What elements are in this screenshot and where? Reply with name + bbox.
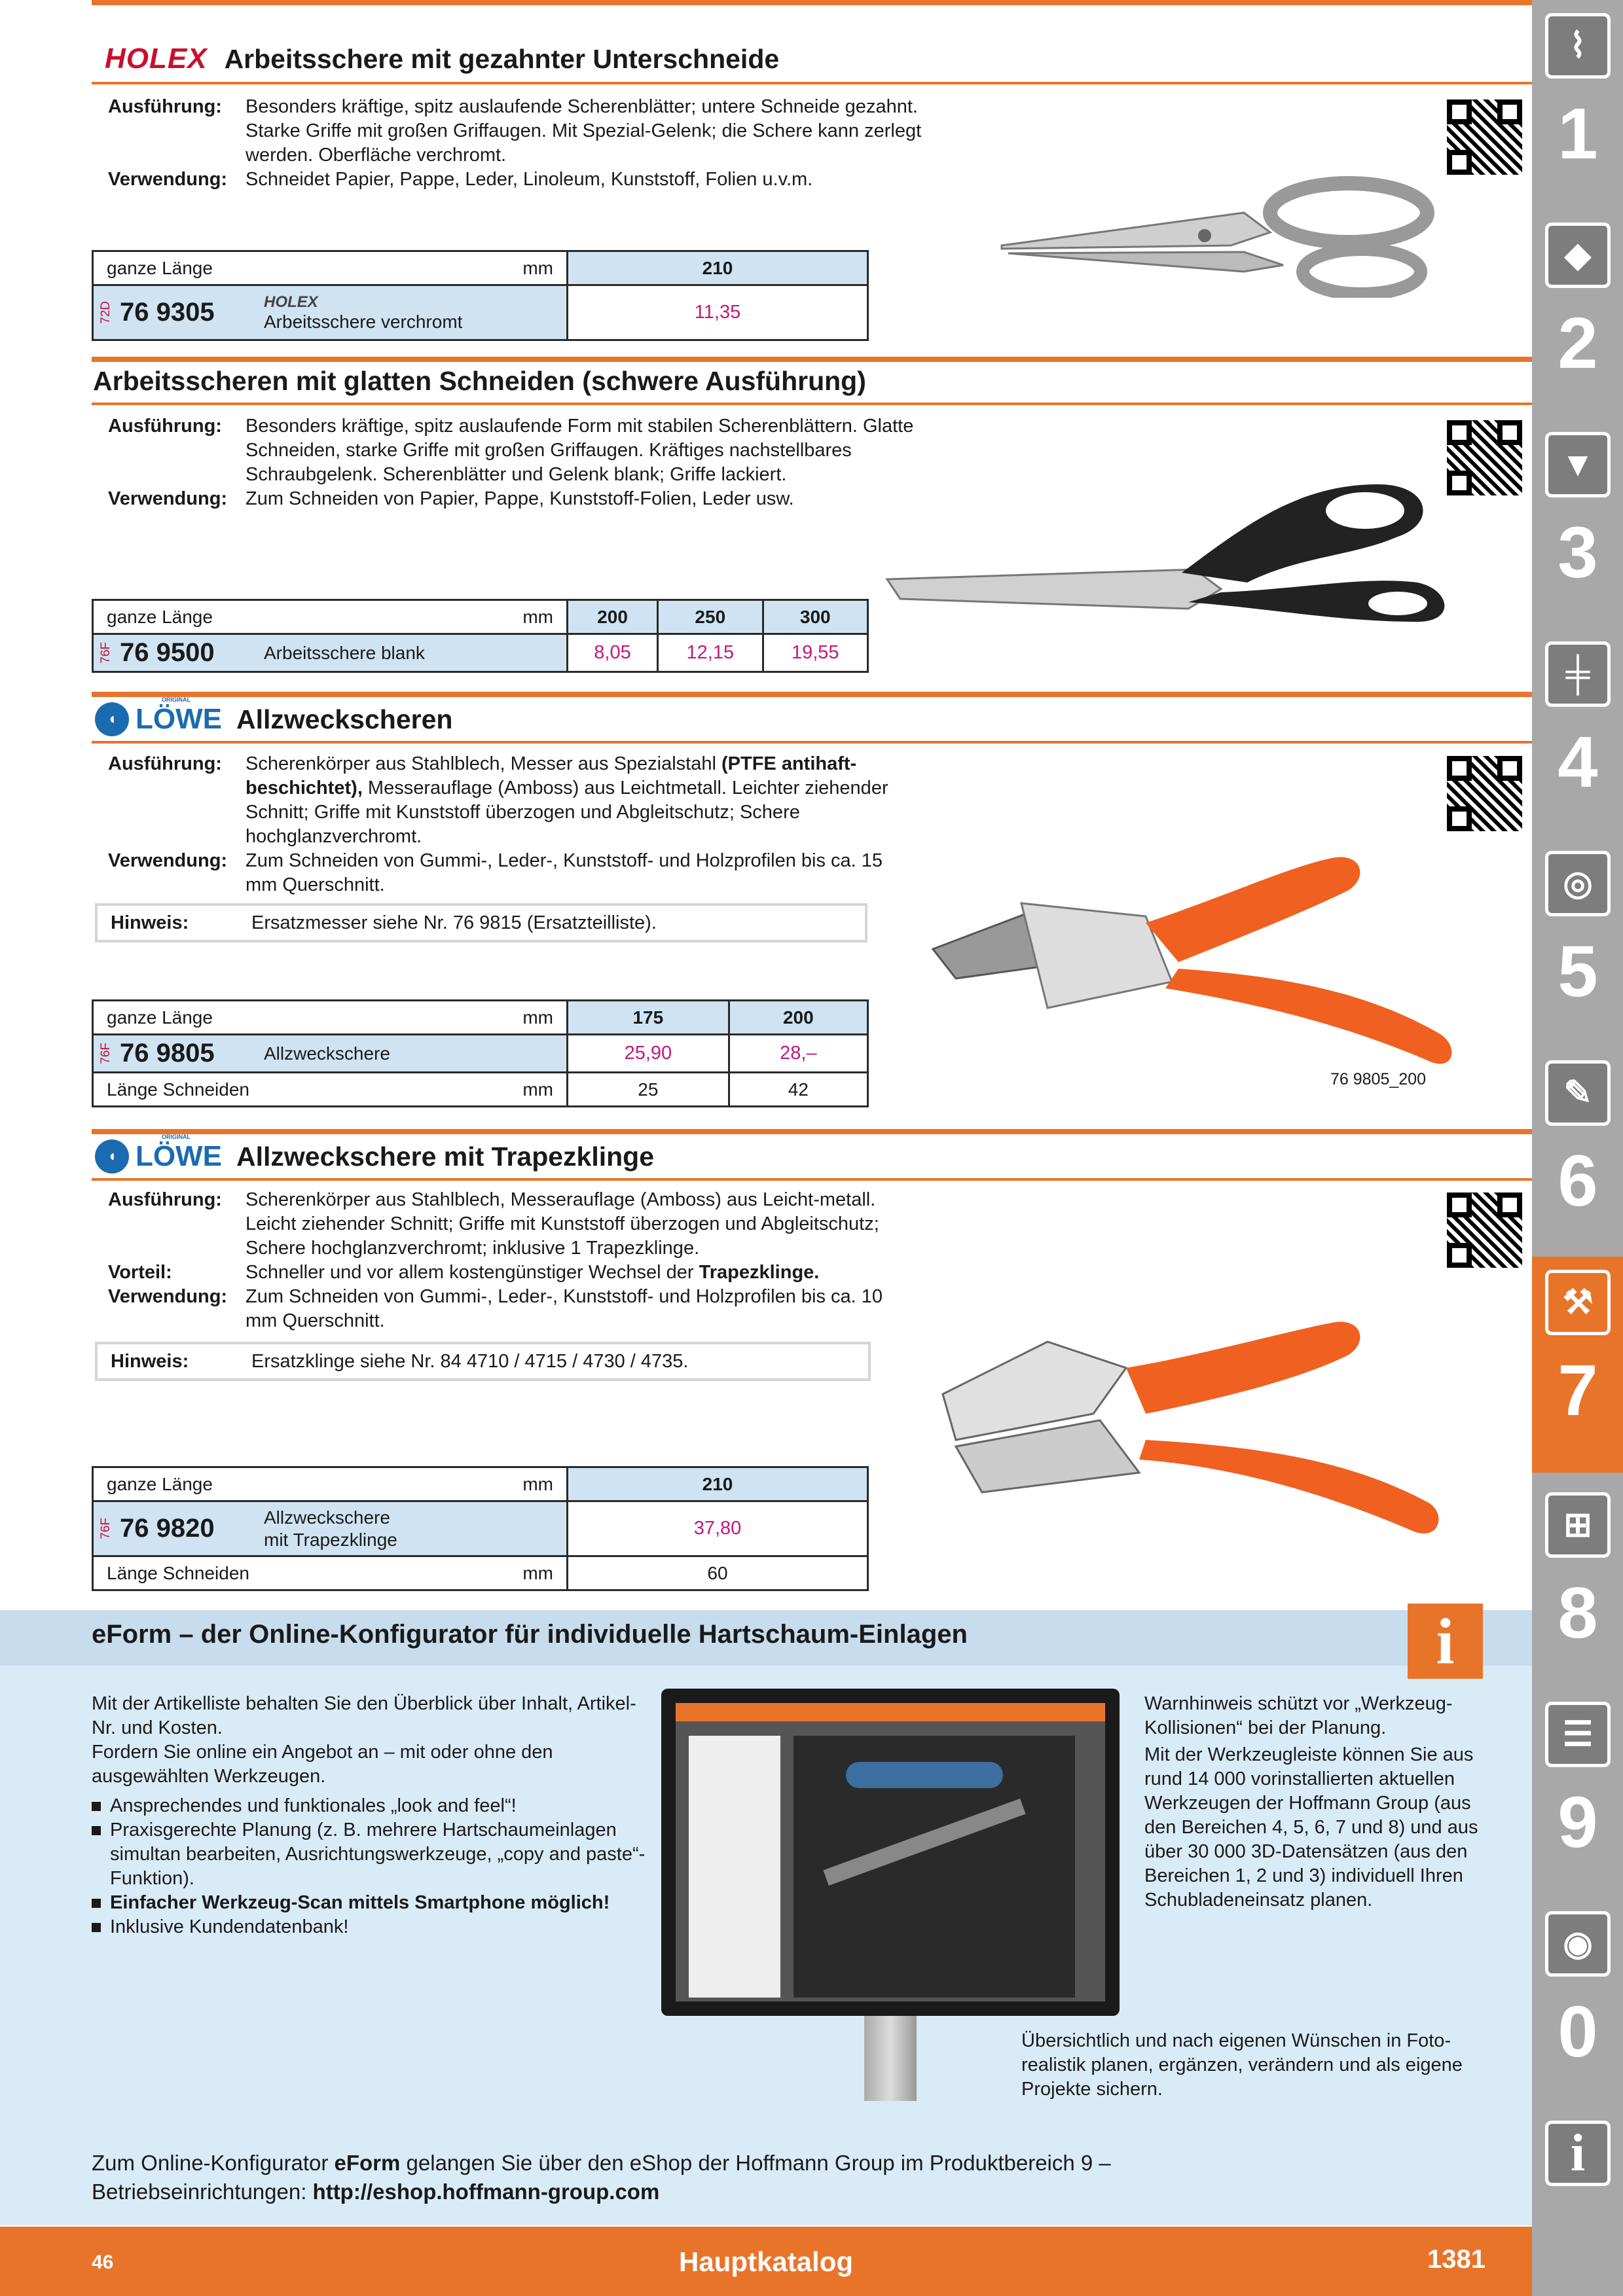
- eshop-link[interactable]: http://eshop.hoffmann-group.com: [312, 2179, 660, 2204]
- eform-left-text: Mit der Artikelliste behalten Sie den Überblick über Inhalt, Artikel-Nr. und Kosten. Fordern Sie online ein Angebot an – mit oder ohne den ausgewählten Werkzeugen. Ansprechendes und funktionales „look and feel“! Praxisgerechte Planung (z. B. mehrere Hartschaumeinlagen simultan bearbeiten, Ausrichtungswerkzeuge, „copy and paste“-Funktion). Einfacher Werkzeug-Scan mittels Smartphone möglich! Inklusive Kundendatenbank!: [92, 1692, 655, 1939]
- product-table: ganze Länge mm 200 250 300 76F 76 9500 Arbeitsschere blank 8,05 12,15 19,55: [92, 599, 869, 673]
- qr-code-icon[interactable]: [1447, 756, 1522, 831]
- tab-1[interactable]: ⌇ 1: [1542, 0, 1614, 177]
- product-table: ganze Länge mm 210 72D 76 9305 HOLEX Arbeitsschere verchromt 11,35: [92, 250, 869, 341]
- info-icon: i: [1408, 1604, 1483, 1679]
- qr-code-icon[interactable]: [1447, 420, 1522, 495]
- tab-0[interactable]: ◉ 0: [1542, 1898, 1614, 2075]
- price: 11,35: [568, 285, 868, 340]
- page-left-number: 46: [92, 2251, 114, 2273]
- product-table: ganze Länge mm 175 200 76F 76 9805 Allzweckschere 25,90 28,– Länge Schneiden mm 25 42: [92, 999, 869, 1107]
- trapezschere-image: [930, 1316, 1467, 1545]
- section-title: Arbeitsschere mit gezahnter Unterschneide: [224, 43, 780, 74]
- hint-box: Hinweis: Ersatzklinge siehe Nr. 84 4710 / 4715 / 4730 / 4735.: [95, 1342, 871, 1381]
- holex-logo: HOLEX: [105, 43, 208, 75]
- qr-code-icon[interactable]: [1447, 1193, 1522, 1268]
- qr-code-icon[interactable]: [1447, 99, 1522, 175]
- description: Ausführung: Scherenkörper aus Stahlblech, Messerauflage (Amboss) aus Leicht-metall. Leicht ziehender Schnitt; Griffe mit Kunststoff überzogen und Abgleitschutz; Schere hochglanzverchromt; inklusive 1 Trapezklinge. Vorteil: Schneller und vor allem kostengünstiger Wechsel der Trapezklinge. Verwendung: Zum Schneiden von Gummi-, Leder-, Kunststoff- und Holzprofilen bis ca. 10 mm Querschnitt.: [108, 1189, 883, 1331]
- tab-4[interactable]: ╪ 4: [1542, 628, 1614, 805]
- hand-tools-icon: ⚒: [1545, 1270, 1611, 1335]
- safety-glasses-icon: ◉: [1545, 1911, 1611, 1977]
- tab-5[interactable]: ◎ 5: [1542, 838, 1614, 1014]
- saw-blade-icon: ◎: [1545, 851, 1611, 916]
- info-tab-icon: i: [1545, 2121, 1611, 2186]
- wrench-icon: ✎: [1545, 1060, 1611, 1126]
- scissors-chrome-image: [995, 173, 1453, 298]
- lowe-logo: ◖ ORIGINAL LÖWE: [95, 1139, 222, 1174]
- hint-box: Hinweis: Ersatzmesser siehe Nr. 76 9815 (Ersatzteilliste).: [95, 903, 867, 942]
- cabinet-icon: ☰: [1545, 1702, 1611, 1767]
- description: Ausführung: Besonders kräftige, spitz auslaufende Scherenblätter; untere Schneide gezahnt. Starke Griffe mit großen Griffaugen. Mit Spezial-Gelenk; die Schere kann zerlegt werden. Oberfläche verchromt. Verwendung: Schneidet Papier, Pappe, Leder, Linoleum, Kunststoff, Folien u.v.m.: [108, 96, 922, 190]
- lowe-emblem-icon: ◖: [95, 1139, 129, 1174]
- tab-9[interactable]: ☰ 9: [1542, 1689, 1614, 1865]
- footer-title: Hauptkatalog: [678, 2246, 854, 2277]
- caliper-icon: ╪: [1545, 641, 1611, 707]
- article-number[interactable]: 76 9500: [120, 638, 215, 667]
- tab-7[interactable]: ⚒ 7: [1532, 1257, 1623, 1473]
- section-title: Allzweckschere mit Trapezklinge: [236, 1141, 655, 1172]
- description: Ausführung: Besonders kräftige, spitz auslaufende Form mit stabilen Scherenblättern. Glatte Schneiden, starke Griffe mit großen Griffaugen. Kräftiges nachstellbares Schraubgelenk. Scherenblätter und Gelenk blank; Griffe lackiert. Verwendung: Zum Schneiden von Papier, Pappe, Kunststoff-Folien, Leder usw.: [108, 416, 914, 509]
- tool-holder-icon: ▼: [1545, 432, 1611, 497]
- catalog-page: HOLEX Arbeitsschere mit gezahnter Unterschneide Ausführung: Besonders kräftige, spitz auslaufende Scherenblätter; untere Schneide gezahnt. Starke Griffe mit großen Griffaugen. Mit Spezial-Gelenk; die Schere kann zerlegt werden. Oberfläche verchromt. Verwendung: Schneidet Papier, Pappe, Leder, Linoleum, Kunststoff, Folien u.v.m. ganze Länge mm 210 72D 76 9305 HOLEX Arbeitsschere verchromt 11,35 Arbeitsscheren mit glatten Schneiden (schwere Ausführung) Ausführung: Besonders kräftige, spitz auslaufende Form mit stabilen Scherenblättern. Glatte Schneiden, starke Griffe mit großen Griffaugen. Kräftiges nachstellbares Schraubgelenk. Scherenblätter und Gelenk blank; Griffe lackiert. Verwendung: Zum Schneiden von Papier, Pappe, Kunststoff-Folien, Leder usw. ganze Länge mm 200 250 300 76F 76 9500 Arbeitsschere blank 8,05 12,15 19,55 ◖ ORIGINAL LÖWE Allzweckscheren Ausführung: Scherenkörper aus Stahlblech, Messer aus Spezialstahl (PTFE antihaft-beschichtet), Messerauflage (Amboss) aus Leichtmetall. Leichter ziehender Schnitt; Griffe mit Kunststoff überzogen und Abgleitschutz; Schere hochglanzverchromt. Verwendung: Zum Schneiden von Gummi-, Leder-, Kunststoff- und Holzprofilen bis ca. 15 mm Querschnitt. Hinweis: Ersatzmesser siehe Nr. 76 9815 (Ersatzteilliste). ganze Länge mm 175 200 76F 76 9805 Allzweckschere 25,90 28,– Länge Schneiden mm 25 42 76 9805_200 ◖ ORIGINAL LÖWE Allzweckschere mit Trapezklinge Ausführung: Scherenkörper aus Stahlblech, Messerauflage (Amboss) aus Leicht-metall. Leicht ziehender Schnitt; Griffe mit Kunststoff überzogen und Abgleitschutz; Schere hochglanzverchromt; inklusive 1 Trapezklinge. Vorteil: Schneller und vor allem kostengünstiger Wechsel der Trapezklinge. Verwendung: Zum Schneiden von Gummi-, Leder-, Kunststoff- und Holzprofilen bis ca. 10 mm Querschnitt. Hinweis: Ersatzklinge siehe Nr. 84 4710 / 4715 / 4730 / 4735. ganze Länge mm 210 76F 76 9820 Allzweckschere mit Trapezklinge 37,80 Länge Schneiden mm 60 eForm – der Online-Konfigurator für individuelle Hartschaum-Einlagen i Mit der Artikelliste behalten Sie den Überblick über Inhalt, Artikel-Nr. und Kosten. Fordern Sie online ein Angebot an – mit oder ohne den ausgewählten Werkzeugen. Ansprechendes und funktionales „look and feel“! Praxisgerechte Planung (z. B. mehrere Hartschaumeinlagen simultan bearbeiten, Ausrichtungswerkzeuge, „copy and paste“-Funktion). Einfacher Werkzeug-Scan mittels Smartphone möglich! Inklusive Kundendatenbank! Warnhinweis schützt vor „Werkzeug-Kollisionen“ bei der Planung. Mit der Werkzeugleiste können Sie aus rund 14 000 vorinstallierten aktuellen Werkzeugen der Hoffmann Group (aus den Bereichen 4, 5, 6, 7 und 8) und aus über 30 000 3D-Datensätzen (aus den Bereichen 1, 2 und 3) individuell Ihren Schubladeneinsatz planen. Übersichtlich und nach eigenen Wünschen in Foto-realistik planen, ergänzen, verändern und als eigene Projekte sichern. Zum Online-Konfigurator eForm gelangen Sie über den eShop der Hoffmann Group im Produktbereich 9 – Betriebseinrichtungen: http://eshop.hoffmann-group.com 46 Hauptkatalog 1381 ⌇ 1 ◆ 2 ▼ 3 ╪ 4 ◎ 5 ✎ 6 ⚒ 7 ⊞ 8 ☰ 9 ◉ 0 i: [0, 0, 1623, 2296]
- tab-6[interactable]: ✎ 6: [1542, 1047, 1614, 1224]
- drill-bit-icon: ⌇: [1545, 13, 1611, 79]
- article-number[interactable]: 76 9305: [120, 298, 215, 327]
- section-title: Arbeitsscheren mit glatten Schneiden (schwere Ausführung): [93, 366, 866, 396]
- eform-title: eForm – der Online-Konfigurator für individuelle Hartschaum-Einlagen: [92, 1620, 968, 1649]
- toolbox-icon: ⊞: [1545, 1492, 1611, 1558]
- lowe-emblem-icon: ◖: [95, 702, 129, 736]
- page-number: 1381: [1427, 2245, 1486, 2274]
- description: Ausführung: Scherenkörper aus Stahlblech, Messer aus Spezialstahl (PTFE antihaft-beschichtet), Messerauflage (Amboss) aus Leichtmetall. Leichter ziehender Schnitt; Griffe mit Kunststoff überzogen und Abgleitschutz; Schere hochglanzverchromt. Verwendung: Zum Schneiden von Gummi-, Leder-, Kunststoff- und Holzprofilen bis ca. 15 mm Querschnitt.: [108, 753, 888, 895]
- product-table: ganze Länge mm 210 76F 76 9820 Allzweckschere mit Trapezklinge 37,80 Länge Schneiden mm 60: [92, 1466, 869, 1591]
- article-number[interactable]: 76 9820: [120, 1514, 215, 1543]
- tab-3[interactable]: ▼ 3: [1542, 419, 1614, 596]
- tab-8[interactable]: ⊞ 8: [1542, 1479, 1614, 1656]
- image-caption: 76 9805_200: [1330, 1070, 1426, 1088]
- footer: [0, 2227, 1532, 2296]
- eform-right-text: Warnhinweis schützt vor „Werkzeug-Kollisionen“ bei der Planung. Mit der Werkzeugleiste können Sie aus rund 14 000 vorinstallierten aktuellen Werkzeugen der Hoffmann Group (aus den Bereichen 4, 5, 6, 7 und 8) und aus über 30 000 3D-Datensätzen (aus den Bereichen 1, 2 und 3) individuell Ihren Schubladeneinsatz planen.: [1144, 1693, 1478, 1910]
- section-title: Allzweckscheren: [236, 704, 453, 734]
- article-number[interactable]: 76 9805: [120, 1039, 215, 1067]
- allzweckschere-image: [930, 851, 1467, 1080]
- tab-info[interactable]: [1542, 2108, 1614, 2225]
- lowe-logo: ◖ ORIGINAL LÖWE: [95, 702, 222, 736]
- insert-icon: ◆: [1545, 223, 1611, 288]
- scissors-black-image: [881, 458, 1457, 648]
- feature-list: Ansprechendes und funktionales „look and feel“! Praxisgerechte Planung (z. B. mehrere Hartschaumeinlagen simultan bearbeiten, Ausrichtungswerkzeuge, „copy and paste“-Funktion). Einfacher Werkzeug-Scan mittels Smartphone möglich! Inklusive Kundendatenbank!: [92, 1794, 655, 1939]
- tab-2[interactable]: ◆ 2: [1542, 209, 1614, 386]
- eform-bottom-text: Zum Online-Konfigurator eForm gelangen Sie über den eShop der Hoffmann Group im Produktbereich 9 – Betriebseinrichtungen: http://eshop.hoffmann-group.com: [92, 2151, 1111, 2204]
